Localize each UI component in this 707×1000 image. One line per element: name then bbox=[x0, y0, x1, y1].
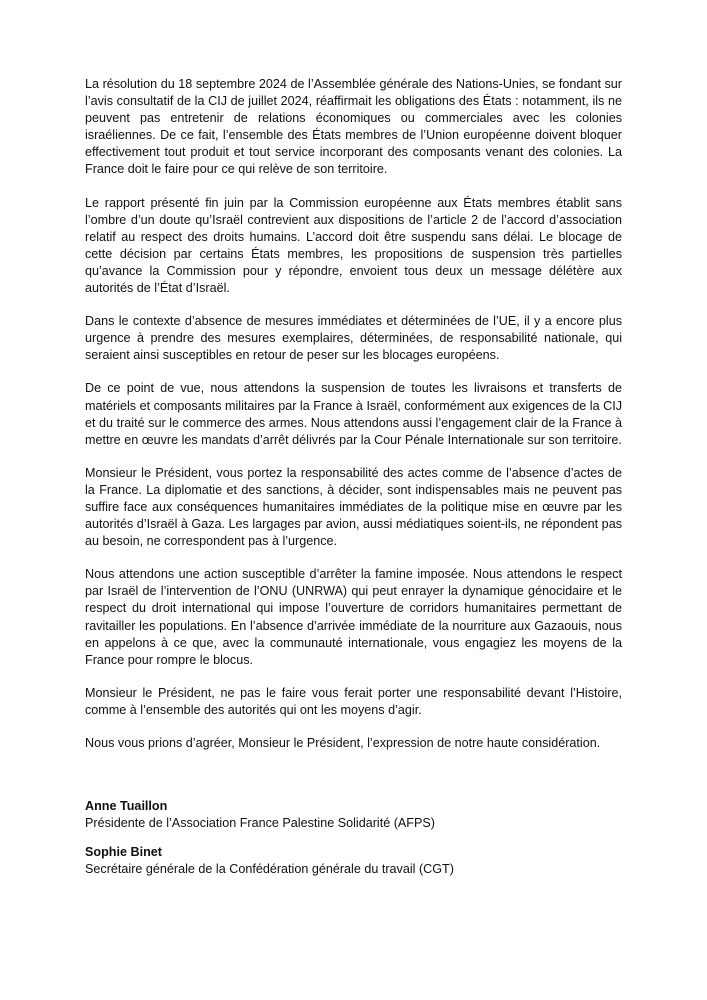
signatory bbox=[85, 844, 622, 878]
paragraph-history: Monsieur le Président, ne pas le faire vous ferait porter une responsabilité devant l’Histoire, comme à l’ensemble des autorités qui ont les moyens d’agir. bbox=[85, 685, 622, 717]
paragraph-resolution: La résolution du 18 septembre 2024 de l’Assemblée générale des Nations-Unies, se fondant sur l’avis consultatif de la CIJ de juillet 2024, réaffirmait les obligations des États : notamment, ils ne peuvent pas entretenir de relations économiques ou commerciales avec les colonies israéliennes. De ce fait, l’ensemble des États membres de l’Union européenne doivent bloquer effectivement tout produit et tout service incorporant des composants venant des colonies. La France doit le faire pour ce qui relève de son territoire. bbox=[85, 77, 622, 177]
signatory-role: Présidente de l’Association France Palestine Solidarité (AFPS) bbox=[85, 816, 435, 831]
signature-block bbox=[85, 798, 622, 878]
letter-body bbox=[85, 76, 622, 890]
signatory-name: Sophie Binet bbox=[85, 845, 162, 860]
signatory bbox=[85, 798, 622, 832]
paragraph-famine: Nous attendons une action susceptible d’arrêter la famine imposée. Nous attendons le respect par Israël de l’intervention de l’ONU (UNRWA) qui peut enrayer la dynamique génocidaire et le respect du droit international qui impose l’ouverture de corridors humanitaires permettant de ravitailler les populations. En l’absence d’arrivée immédiate de la nourriture aux Gazaouis, nous en appelons à ce que, avec la communauté internationale, vous engagiez les moyens de la France pour rompre le blocus. bbox=[85, 567, 622, 667]
paragraph-closing: Nous vous prions d’agréer, Monsieur le Président, l’expression de notre haute considération. bbox=[85, 736, 601, 750]
paragraph-responsibility: Monsieur le Président, vous portez la responsabilité des actes comme de l’absence d’actes de la France. La diplomatie et des sanctions, à décider, sont indispensables mais ne peuvent pas suffire face aux conséquences humanitaires immédiates de la politique mise en œuvre par les autorités d’Israël à Gaza. Les largages par avion, aussi médiatiques soient-ils, ne répondent pas au besoin, ne correspondent pas à l’urgence. bbox=[85, 465, 622, 549]
signatory-role: Secrétaire générale de la Confédération générale du travail (CGT) bbox=[85, 862, 454, 877]
signatory-name: Anne Tuaillon bbox=[85, 799, 168, 814]
paragraph-arms-suspension: De ce point de vue, nous attendons la suspension de toutes les livraisons et transferts de matériels et composants militaires par la France à Israël, conformément aux exigences de la CIJ et du traité sur le commerce des armes. Nous attendons aussi l’engagement clair de la France à mettre en œuvre les mandats d’arrêt délivrés par la Cour Pénale Internationale sur son territoire. bbox=[85, 381, 622, 447]
paragraph-national-measures: Dans le contexte d’absence de mesures immédiates et déterminées de l’UE, il y a encore plus urgence à prendre des mesures exemplaires, déterminées, de responsabilité nationale, qui seraient ainsi susceptibles en retour de peser sur les blocages européens. bbox=[85, 314, 622, 363]
paragraph-commission-report: Le rapport présenté fin juin par la Commission européenne aux États membres établit sans l’ombre d’un doute qu’Israël contrevient aux dispositions de l’article 2 de l’accord d’association relatif au respect des droits humains. L’accord doit être suspendu sans délai. Le blocage de cette décision par certains États membres, les propositions de suspension très partielles qu’avance la Commission pour y répondre, envoient tous deux un message délétère aux autorités de l’État d’Israël. bbox=[85, 195, 622, 296]
